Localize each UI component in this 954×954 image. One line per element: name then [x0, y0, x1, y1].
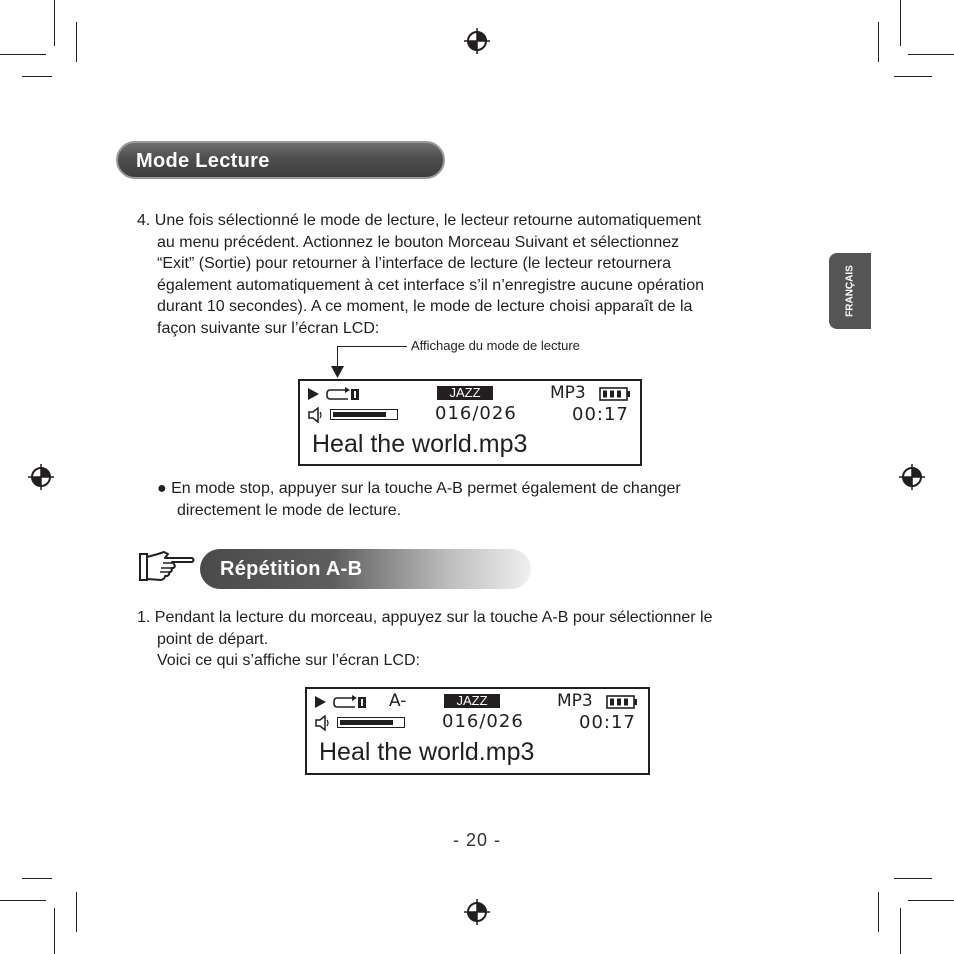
song-title: Heal the world.mp3 — [312, 430, 528, 458]
battery-segment — [617, 391, 621, 398]
format-label: MP3 — [557, 691, 593, 711]
text-line: point de départ. — [157, 630, 269, 648]
language-tab-label: FRANÇAIS — [844, 265, 856, 317]
registration-mark-icon — [899, 464, 925, 490]
repeat-icon — [326, 387, 360, 401]
text-line: également automatiquement à cet interface s’il n’enregistre aucune opération — [157, 276, 704, 294]
track-counter: 016/026 — [442, 711, 524, 732]
volume-bar — [337, 717, 405, 728]
text-line: durant 10 secondes). A ce moment, le mode de lecture choisi apparaît de la — [157, 298, 693, 316]
pointing-hand-icon — [138, 550, 196, 584]
registration-mark-icon — [28, 464, 54, 490]
step-1-paragraph — [137, 607, 817, 672]
battery-icon — [606, 695, 638, 709]
bullet-paragraph — [157, 478, 777, 521]
elapsed-time: 00:17 — [572, 404, 629, 425]
language-tab — [829, 253, 871, 329]
text-line: directement le mode de lecture. — [177, 501, 402, 519]
text-line: “Exit” (Sortie) pour retourner à l’interface de lecture (le lecteur retournera — [157, 255, 671, 273]
battery-segment — [617, 699, 621, 706]
repeat-icon — [333, 695, 367, 709]
song-title: Heal the world.mp3 — [319, 738, 535, 766]
battery-segment — [610, 391, 614, 398]
callout-label: Affichage du mode de lecture — [411, 338, 580, 353]
speaker-icon — [308, 407, 324, 423]
text-line: 1. Pendant la lecture du morceau, appuyez sur la touche A-B pour sélectionner le — [137, 609, 713, 626]
text-line: ● En mode stop, appuyer sur la touche A-B permet également de changer — [157, 480, 681, 497]
text-line: façon suivante sur l’écran LCD: — [157, 319, 380, 337]
battery-segment — [624, 699, 628, 706]
battery-segment — [603, 391, 607, 398]
track-counter: 016/026 — [435, 403, 517, 424]
callout-line — [337, 346, 407, 347]
text-line: 4. Une fois sélectionné le mode de lecture, le lecteur retourne automatiquement — [137, 212, 701, 229]
arrow-down-icon — [331, 366, 344, 378]
lcd-display — [305, 687, 650, 775]
registration-mark-icon — [464, 28, 490, 54]
volume-fill — [333, 412, 386, 417]
speaker-icon — [315, 715, 331, 731]
text-line: au menu précédent. Actionnez le bouton Morceau Suivant et sélectionnez — [157, 233, 680, 251]
registration-mark-icon — [464, 899, 490, 925]
volume-bar — [330, 409, 398, 420]
volume-fill — [340, 720, 393, 725]
eq-badge: JAZZ — [437, 386, 493, 400]
play-icon — [308, 388, 319, 400]
section-title: Mode Lecture — [136, 150, 270, 172]
eq-badge: JAZZ — [444, 694, 500, 708]
play-icon — [315, 696, 326, 708]
step-4-paragraph — [137, 210, 797, 340]
ab-indicator: A- — [389, 691, 407, 711]
section-title: Répétition A-B — [220, 558, 363, 580]
text-line: Voici ce qui s’affiche sur l’écran LCD: — [157, 652, 420, 670]
elapsed-time: 00:17 — [579, 712, 636, 733]
page-number: - 20 - — [452, 830, 501, 850]
battery-icon — [599, 387, 631, 401]
battery-segment — [610, 699, 614, 706]
lcd-display — [298, 379, 642, 466]
format-label: MP3 — [550, 383, 586, 403]
